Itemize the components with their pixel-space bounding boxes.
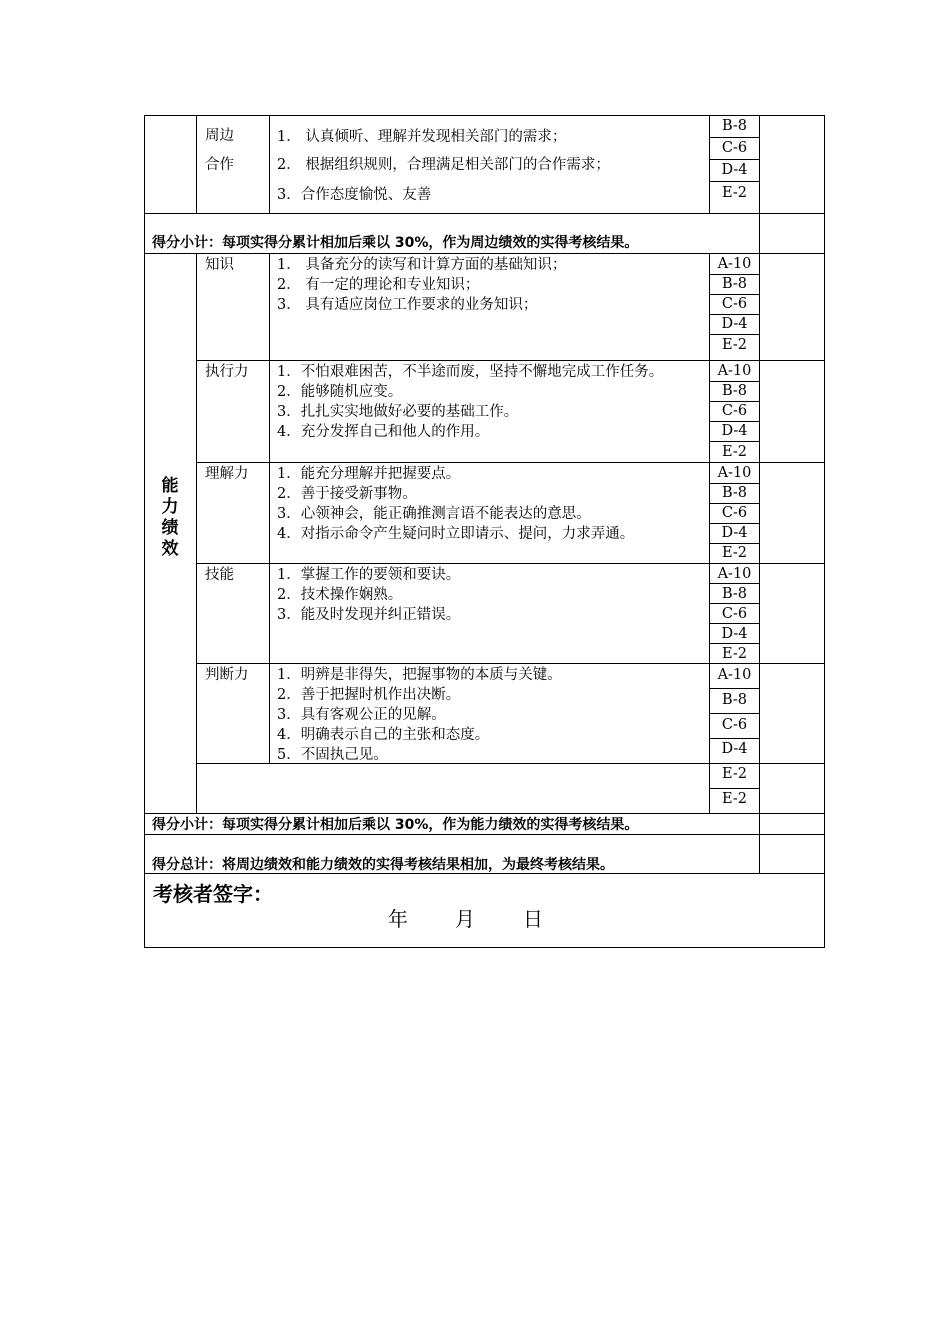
- grade-option[interactable]: D-4: [721, 316, 748, 332]
- grade-divider: [709, 688, 760, 689]
- grade-option[interactable]: E-2: [722, 337, 747, 353]
- criterion: 4．对指示命令产生疑问时立即请示、提问，力求弄通。: [277, 526, 635, 542]
- criterion: 1．明辨是非得失，把握事物的本质与关键。: [277, 667, 562, 683]
- grade-option[interactable]: C-6: [721, 296, 748, 312]
- grade-option[interactable]: B-8: [721, 383, 748, 399]
- grand-total: 得分总计：将周边绩效和能力绩效的实得考核结果相加，为最终考核结果。: [152, 857, 614, 873]
- criterion: 1． 具备充分的读写和计算方面的基础知识；: [277, 257, 567, 273]
- criterion: 3． 具有适应岗位工作要求的业务知识；: [277, 297, 538, 313]
- criterion: 4．明确表示自己的主张和态度。: [277, 727, 490, 743]
- item-name-skill: 技能: [205, 567, 234, 583]
- criterion: 3．合作态度愉悦、友善: [277, 187, 432, 203]
- criterion: 5．不固执己见。: [277, 747, 388, 763]
- grade-option[interactable]: D-4: [721, 423, 748, 439]
- signature-label: 考核者签字：: [153, 882, 273, 906]
- grade-option[interactable]: C-6: [721, 505, 748, 521]
- criteria-list: [277, 255, 705, 315]
- item-name-judgment: 判断力: [205, 667, 249, 683]
- item-name-peripheral-1: 周边: [205, 128, 234, 144]
- grade-option[interactable]: D-4: [721, 525, 748, 541]
- grade-option[interactable]: C-6: [721, 606, 748, 622]
- col-divider: [709, 253, 710, 813]
- item-name-comprehension: 理解力: [205, 466, 249, 482]
- criterion: 3．能及时发现并纠正错误。: [277, 607, 461, 623]
- grade-option[interactable]: B-8: [721, 692, 748, 708]
- criteria-list: [277, 362, 705, 442]
- peripheral-subtotal: 得分小计：每项实得分累计相加后乘以 30%，作为周边绩效的实得考核结果。: [152, 235, 639, 251]
- grade-option[interactable]: E-2: [722, 791, 747, 807]
- grade-option[interactable]: E-2: [722, 444, 747, 460]
- criterion: 3．心领神会，能正确推测言语不能表达的意思。: [277, 506, 591, 522]
- grade-option[interactable]: B-8: [721, 118, 748, 134]
- grade-option[interactable]: D-4: [721, 741, 748, 757]
- grade-option[interactable]: C-6: [721, 140, 748, 156]
- table-bottom-border: [144, 947, 825, 948]
- grade-divider: [709, 181, 760, 182]
- col-divider: [196, 253, 197, 813]
- criterion: 2．善于把握时机作出决断。: [277, 687, 461, 703]
- criterion: 1．掌握工作的要领和要诀。: [277, 567, 461, 583]
- grade-option[interactable]: B-8: [721, 485, 748, 501]
- table-right-border: [824, 115, 825, 948]
- grade-option[interactable]: B-8: [721, 586, 748, 602]
- criterion: 4．充分发挥自己和他人的作用。: [277, 424, 490, 440]
- criterion: 1． 认真倾听、理解并发现相关部门的需求；: [277, 129, 567, 145]
- item-name-execution: 执行力: [205, 364, 249, 380]
- grade-option[interactable]: D-4: [721, 162, 748, 178]
- criterion: 3．具有客观公正的见解。: [277, 707, 446, 723]
- grade-option[interactable]: A-10: [717, 566, 752, 582]
- ability-subtotal: 得分小计：每项实得分累计相加后乘以 30%，作为能力绩效的实得考核结果。: [152, 817, 639, 833]
- ability-section-label: 能 力 绩 效: [161, 476, 179, 559]
- grade-option[interactable]: A-10: [717, 465, 752, 481]
- col-divider: [709, 115, 710, 213]
- criteria-list: [277, 565, 705, 625]
- date-month: 月: [455, 907, 475, 931]
- grade-option[interactable]: C-6: [721, 717, 748, 733]
- col-divider: [759, 115, 760, 873]
- grade-option[interactable]: E-2: [722, 766, 747, 782]
- col-divider: [269, 253, 270, 763]
- grade-option[interactable]: B-8: [721, 276, 748, 292]
- item-name-knowledge: 知识: [205, 257, 234, 273]
- col-divider: [269, 115, 270, 213]
- criteria-list: [277, 464, 705, 544]
- grade-option[interactable]: A-10: [717, 363, 752, 379]
- date-day: 日: [523, 907, 543, 931]
- table-left-border: [144, 115, 145, 948]
- grade-option[interactable]: E-2: [722, 646, 747, 662]
- criterion: 2．善于接受新事物。: [277, 486, 417, 502]
- grade-option[interactable]: A-10: [717, 256, 752, 272]
- grade-option[interactable]: E-2: [722, 545, 747, 561]
- col-divider: [196, 115, 197, 213]
- grade-divider: [709, 713, 760, 714]
- criterion: 1．能充分理解并把握要点。: [277, 466, 461, 482]
- row-divider: [144, 813, 825, 814]
- criteria-list: [277, 665, 705, 763]
- criterion: 2． 有一定的理论和专业知识；: [277, 277, 480, 293]
- grade-option[interactable]: D-4: [721, 626, 748, 642]
- criterion: 1．不怕艰难困苦，不半途而废，坚持不懈地完成工作任务。: [277, 364, 664, 380]
- item-name-peripheral-2: 合作: [205, 157, 234, 173]
- criterion: 2．能够随机应变。: [277, 384, 403, 400]
- grade-option[interactable]: C-6: [721, 403, 748, 419]
- date-year: 年: [388, 907, 408, 931]
- criterion: 2．技术操作娴熟。: [277, 587, 403, 603]
- grade-option[interactable]: E-2: [722, 185, 747, 201]
- grade-option[interactable]: A-10: [717, 667, 752, 683]
- row-divider: [144, 213, 825, 214]
- criterion: 2． 根据组织规则，合理满足相关部门的合作需求；: [277, 157, 610, 173]
- criterion: 3．扎扎实实地做好必要的基础工作。: [277, 404, 519, 420]
